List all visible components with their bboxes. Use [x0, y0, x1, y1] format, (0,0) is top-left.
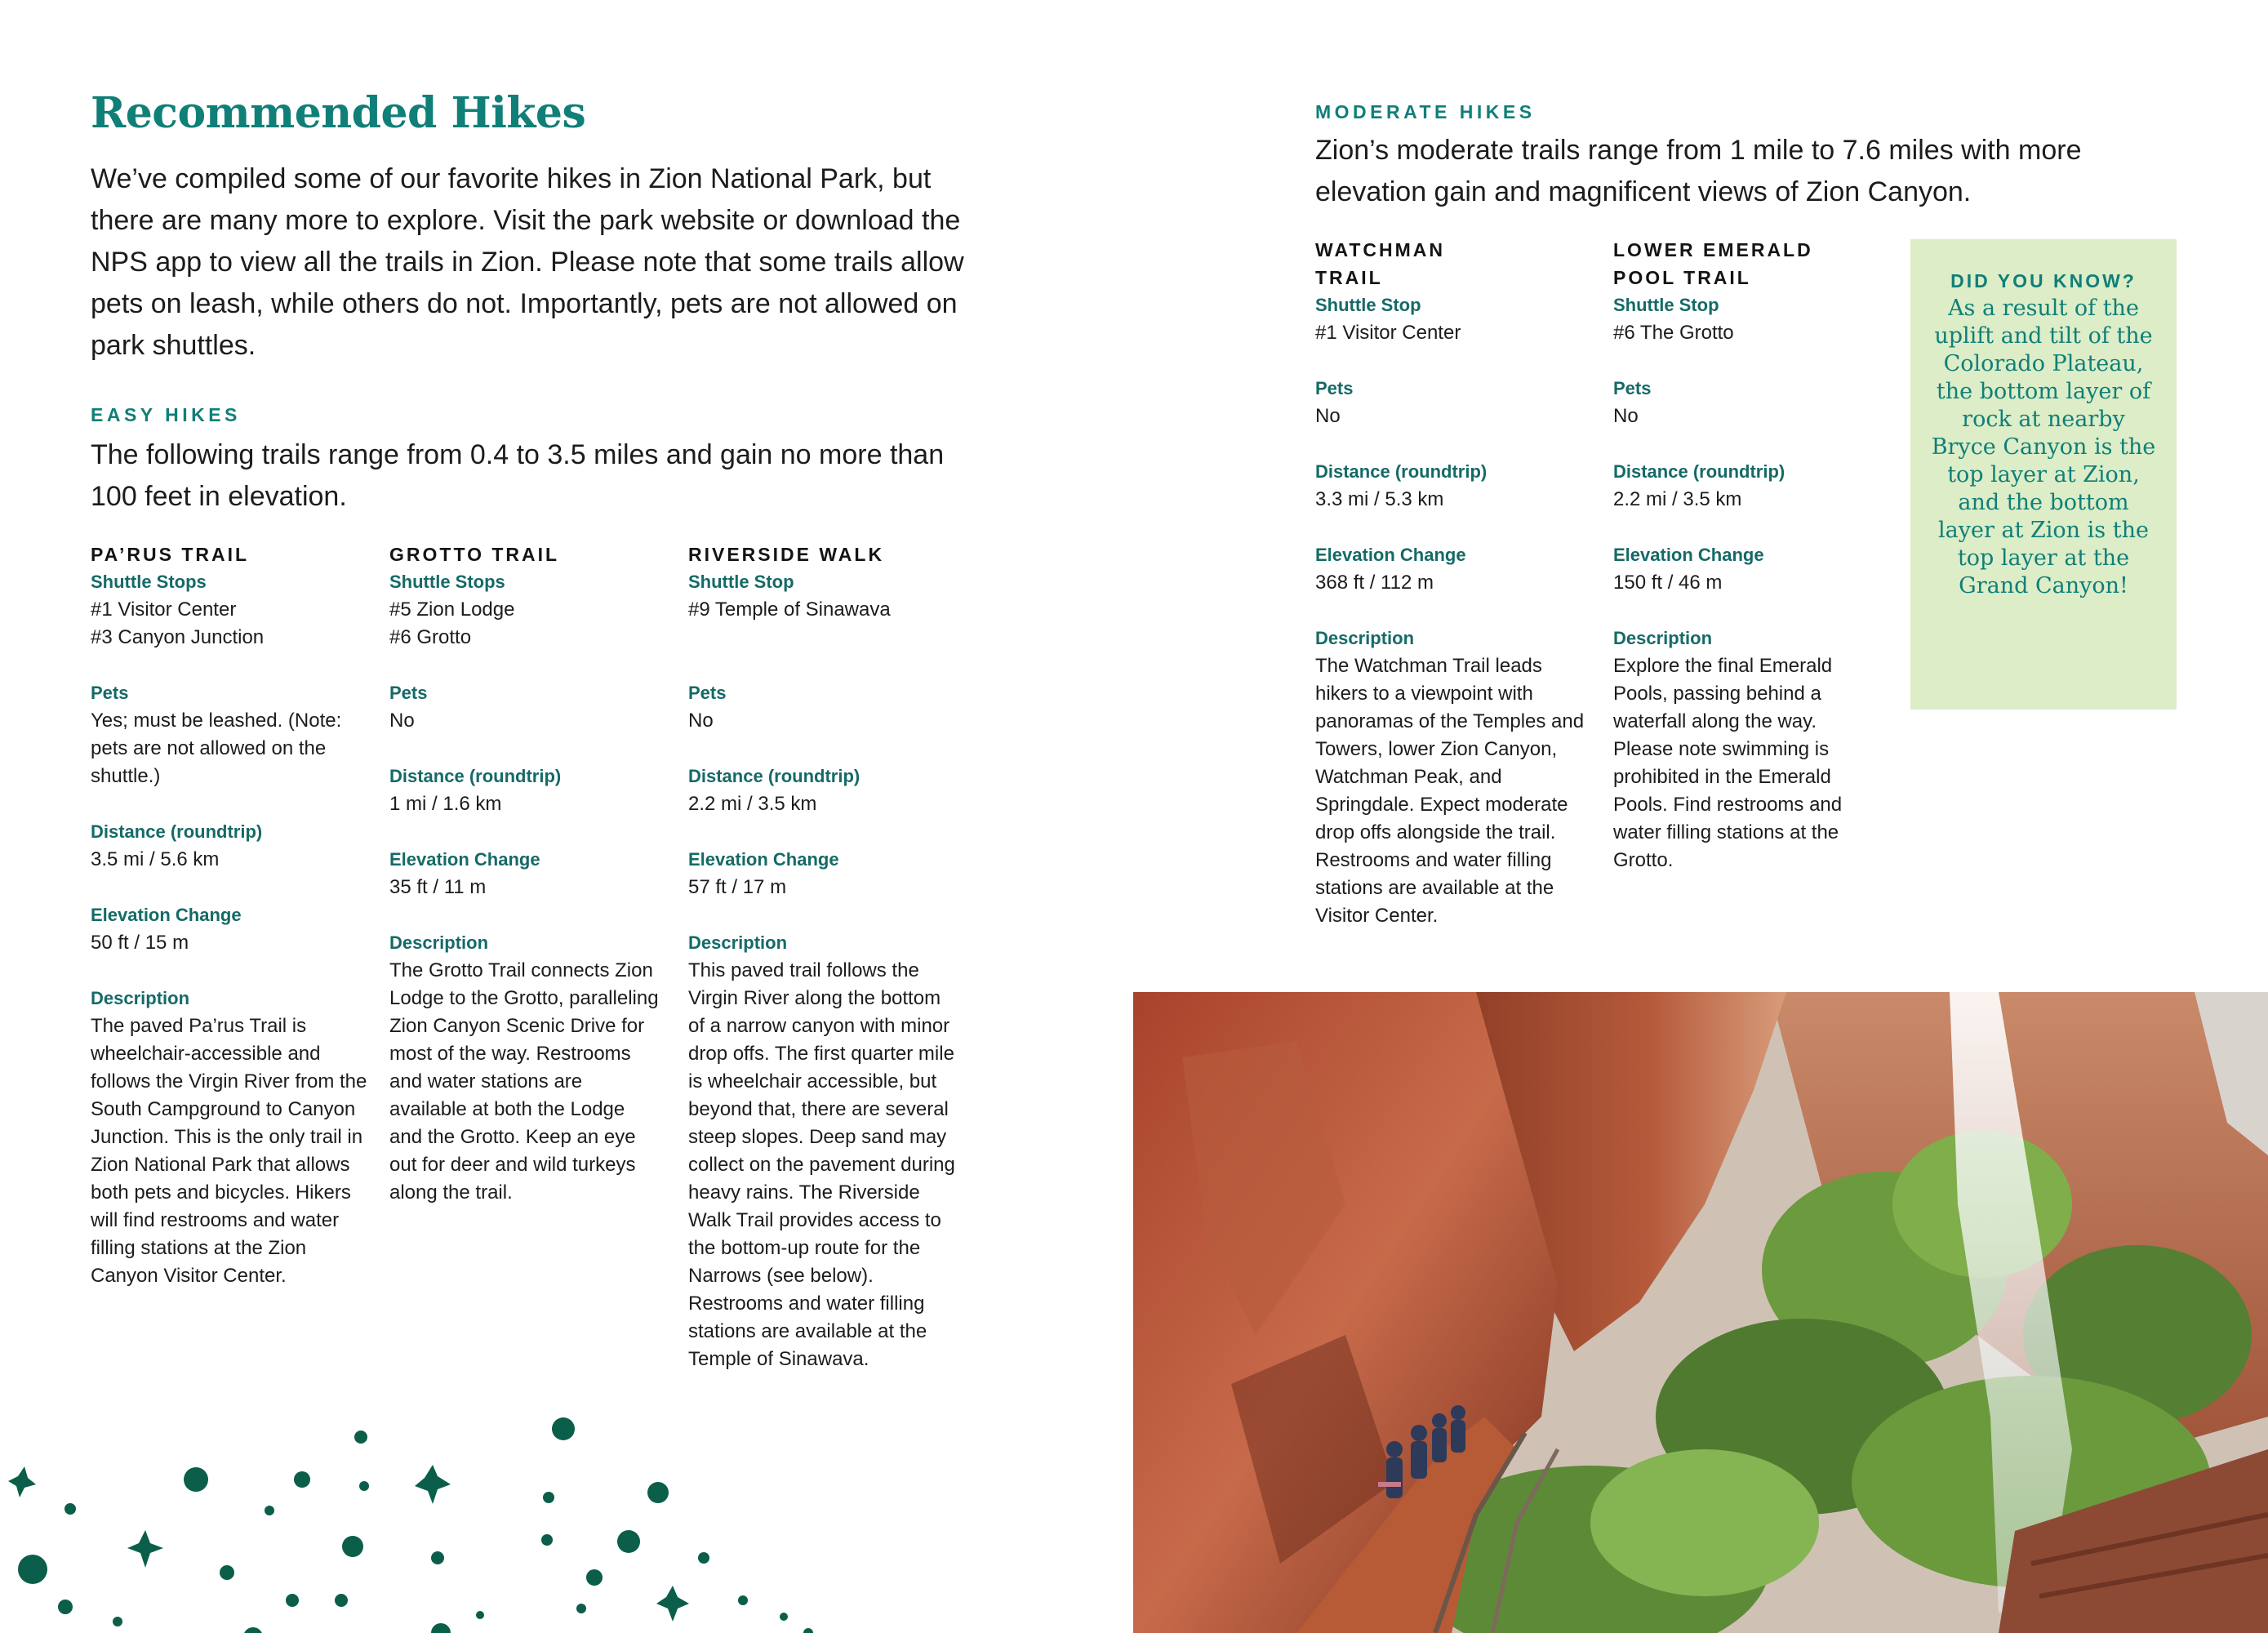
pets-label: Pets — [688, 683, 727, 703]
shuttle-value: #1 Visitor Center #3 Canyon Junction — [91, 598, 265, 648]
elevation-label: Elevation Change — [389, 849, 540, 870]
intro-paragraph: We’ve compiled some of our favorite hikes in Zion National Park, but there are many more to explore. Visit the park website or download the NPS app to view all the trails in Zion. Please note that some trails allow pets on leash, while others do not. Importantly, pets are not allowed on park shuttles. — [91, 163, 964, 361]
description-value: The Grotto Trail connects Zion Lodge to the Grotto, paralleling Zion Canyon Scenic Drive for most of the way. Restrooms and water stations are available at both the Lodge and the Grotto. Keep an eye out for deer and wild turkeys along the trail. — [389, 959, 659, 1204]
trail-photo — [1133, 992, 2268, 1633]
easy-hikes-description: The following trails range from 0.4 to 3.5 miles and gain no more than 100 feet in elevation. — [91, 439, 945, 512]
trail-column-grotto — [389, 541, 659, 1207]
distance-label: Distance (roundtrip) — [91, 821, 263, 842]
distance-label: Distance (roundtrip) — [389, 766, 562, 786]
elevation-label: Elevation Change — [688, 849, 839, 870]
shuttle-label: Shuttle Stop — [688, 572, 794, 592]
description-value: Explore the final Emerald Pools, passing behind a waterfall along the way. Please note swimming is prohibited in the Emerald Pools. Find restrooms and water filling stations at the Grotto. — [1613, 655, 1843, 871]
trail-column-parus — [91, 541, 368, 1290]
trail-title: PA’RUS TRAIL — [91, 544, 250, 565]
distance-value: 2.2 mi / 3.5 km — [688, 793, 817, 815]
trail-title: GROTTO TRAIL — [389, 544, 560, 565]
decorative-confetti — [0, 1388, 865, 1633]
elevation-label: Elevation Change — [1613, 545, 1764, 565]
shuttle-label: Shuttle Stops — [389, 572, 505, 592]
description-label: Description — [389, 932, 489, 953]
shuttle-label: Shuttle Stop — [1315, 295, 1421, 315]
pets-value: No — [389, 710, 415, 732]
description-value: The paved Pa’rus Trail is wheelchair-accessible and follows the Virgin River from the South Campground to Canyon Junction. This is the only trail in Zion National Park that allows both pets and bicycles. Hikers will find restrooms and water filling stations at the Zion Canyon Visitor Center. — [91, 1015, 367, 1287]
elevation-label: Elevation Change — [91, 905, 242, 925]
distance-value: 3.3 mi / 5.3 km — [1315, 488, 1444, 510]
trail-title: LOWER EMERALD POOL TRAIL — [1613, 239, 1813, 288]
description-value: This paved trail follows the Virgin River along the bottom of a narrow canyon with minor drop offs. The first quarter mile is wheelchair accessible, but beyond that, there are several steep slopes. Deep sand may collect on the pavement during heavy rains. The Riverside Walk Trail provides access to the bottom-up route for the Narrows (see below). Restrooms and water filling stations are available at the Temple of Sinawava. — [688, 959, 955, 1370]
trail-title: RIVERSIDE WALK — [688, 544, 885, 565]
elevation-value: 50 ft / 15 m — [91, 932, 189, 954]
shuttle-label: Shuttle Stops — [91, 572, 207, 592]
moderate-hikes-label: MODERATE HIKES — [1315, 101, 1536, 122]
trail-column-emerald-pool — [1613, 236, 1874, 874]
trail-column-riverside — [688, 541, 958, 1373]
elevation-value: 35 ft / 11 m — [389, 876, 487, 898]
elevation-value: 57 ft / 17 m — [688, 876, 787, 898]
pets-value: No — [1613, 405, 1639, 427]
distance-value: 1 mi / 1.6 km — [389, 793, 502, 815]
shuttle-label: Shuttle Stop — [1613, 295, 1719, 315]
trail-title: WATCHMAN TRAIL — [1315, 239, 1445, 288]
description-label: Description — [91, 988, 190, 1008]
did-you-know-callout — [1910, 239, 2177, 710]
description-value: The Watchman Trail leads hikers to a viewpoint with panoramas of the Temples and Towers, lower Zion Canyon, Watchman Peak, and Springdale. Expect moderate drop offs alongside the trail. Restrooms and water filling stations are available at the Visitor Center. — [1315, 655, 1585, 927]
distance-value: 3.5 mi / 5.6 km — [91, 848, 220, 870]
elevation-value: 368 ft / 112 m — [1315, 572, 1434, 594]
trail-column-watchman — [1315, 236, 1585, 930]
pets-label: Pets — [1613, 378, 1652, 398]
distance-label: Distance (roundtrip) — [688, 766, 861, 786]
did-you-know-body: As a result of the uplift and tilt of the Colorado Plateau, the bottom layer of rock at nearby Bryce Canyon is the top layer at Zion, and the bottom layer at Zion is the top layer at the Grand Canyon! — [1931, 296, 2156, 598]
distance-label: Distance (roundtrip) — [1613, 461, 1785, 482]
shuttle-value: #1 Visitor Center — [1315, 322, 1461, 344]
distance-value: 2.2 mi / 3.5 km — [1613, 488, 1742, 510]
shuttle-value: #9 Temple of Sinawava — [688, 598, 891, 621]
elevation-label: Elevation Change — [1315, 545, 1466, 565]
description-label: Description — [1315, 628, 1415, 648]
pets-value: No — [688, 710, 714, 732]
easy-hikes-label: EASY HIKES — [91, 404, 241, 425]
description-label: Description — [1613, 628, 1713, 648]
elevation-value: 150 ft / 46 m — [1613, 572, 1723, 594]
shuttle-value: #5 Zion Lodge #6 Grotto — [389, 598, 515, 648]
pets-value: Yes; must be leashed. (Note: pets are not allowed on the shuttle.) — [91, 710, 342, 787]
page-title: Recommended Hikes — [91, 88, 586, 138]
pets-value: No — [1315, 405, 1341, 427]
did-you-know-title: DID YOU KNOW? — [1950, 270, 2137, 291]
pets-label: Pets — [1315, 378, 1354, 398]
pets-label: Pets — [91, 683, 129, 703]
pets-label: Pets — [389, 683, 428, 703]
distance-label: Distance (roundtrip) — [1315, 461, 1488, 482]
moderate-hikes-description: Zion’s moderate trails range from 1 mile to 7.6 miles with more elevation gain and magnificent views of Zion Canyon. — [1315, 135, 2082, 207]
description-label: Description — [688, 932, 788, 953]
shuttle-value: #6 The Grotto — [1613, 322, 1734, 344]
